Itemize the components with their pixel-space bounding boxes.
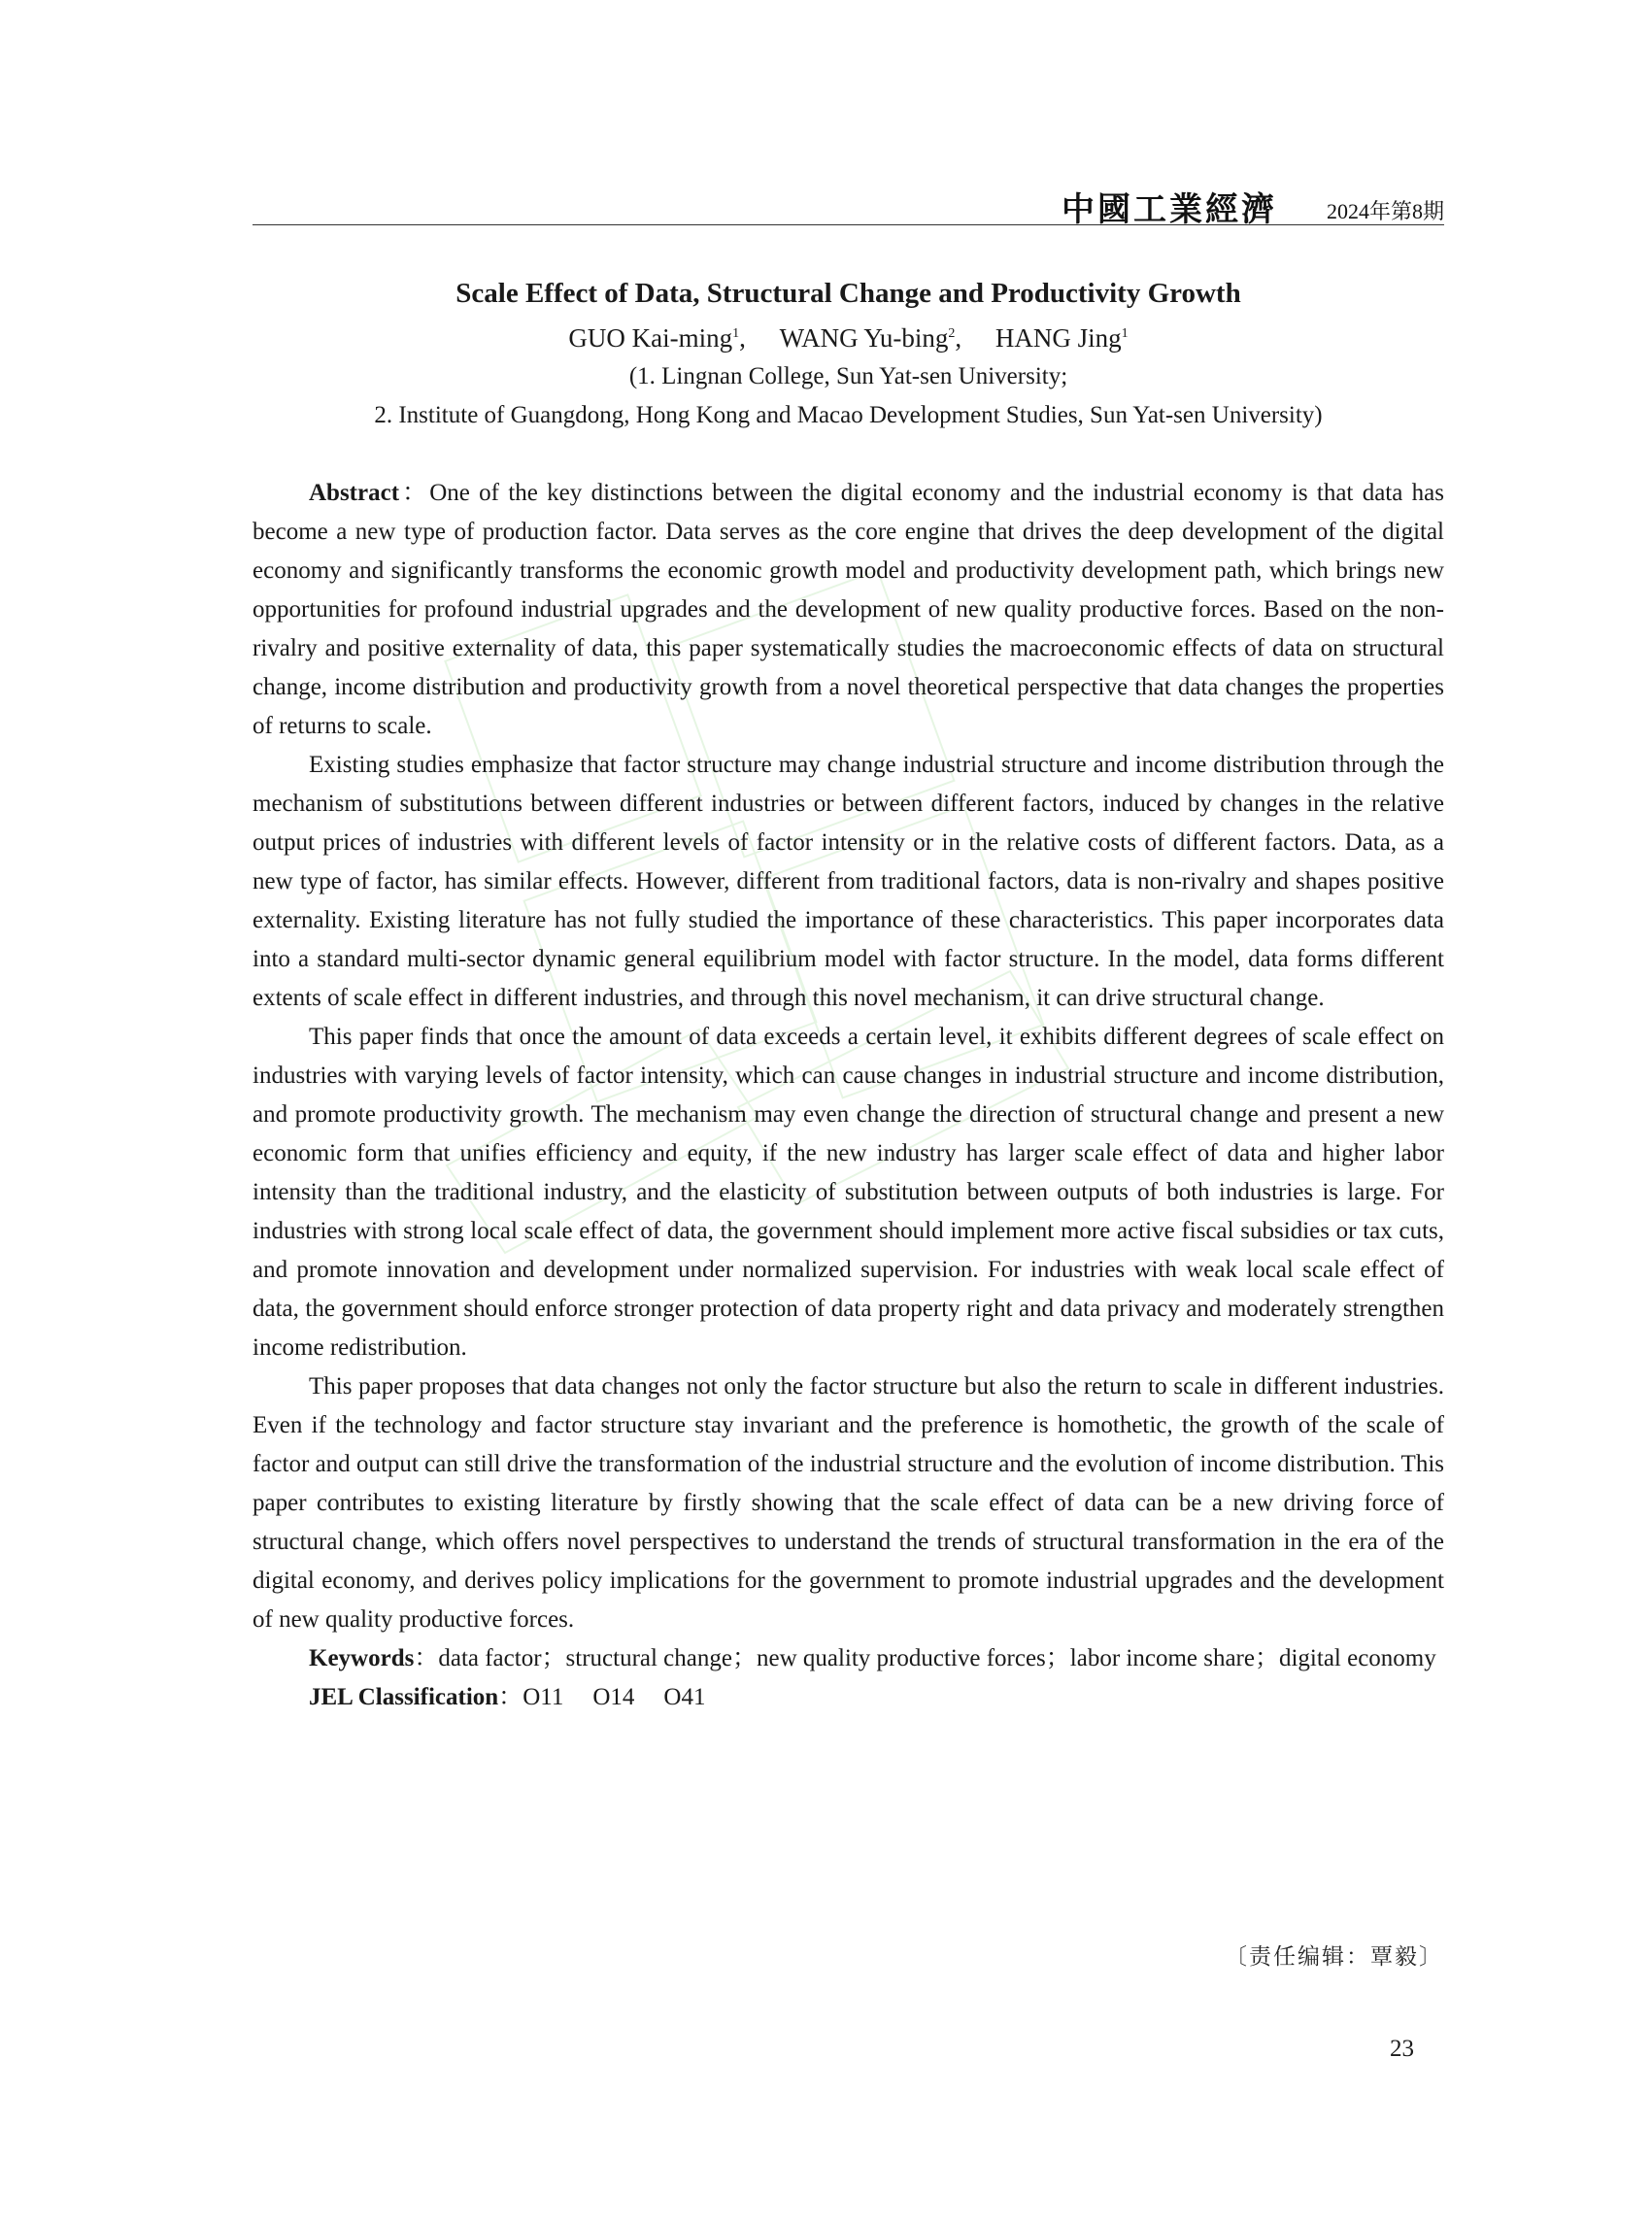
abstract-paragraph: This paper finds that once the amount of data exceeds a certain level, it exhibits different degrees of scale effect on industries with varying levels of factor intensity, which can cause changes in industrial structure and income distribution, and promote productivity growth. The mechanism may even change the direction of structural change and present a new economic form that unifies efficiency and equity, if the new industry has larger scale effect of data and higher labor intensity than the traditional industry, and the elasticity of substitution between outputs of both industries is large. For industries with strong local scale effect of data, the government should implement more active fiscal subsidies or tax cuts, and promote innovation and development under normalized supervision. For industries with weak local scale effect of data, the government should enforce stronger protection of data property right and data privacy and moderately strengthen income redistribution. xyxy=(253,1024,1444,1361)
abstract-label: Abstract xyxy=(309,480,400,506)
page-number: 23 xyxy=(1390,2036,1414,2062)
author-list xyxy=(253,315,1444,357)
issue-label: 2024年第8期 xyxy=(1326,199,1444,223)
keywords-text: data factor；structural change；new quality productive forces；labor income share；digital economy xyxy=(438,1645,1436,1671)
jel-code: O41 xyxy=(663,1684,706,1710)
abstract-paragraph: Abstract：One of the key distinctions between the digital economy and the industrial economy is that data has become a new type of production factor. Data serves as the core engine that drives the deep development of the digital economy and significantly transforms the economic growth model and productivity development path, which brings new opportunities for profound industrial upgrades and the development of new quality productive forces. Based on the non-rivalry and positive externality of data, this paper systematically studies the macroeconomic effects of data on structural change, income distribution and productivity growth from a novel theoretical perspective that data changes the properties of returns to scale. xyxy=(253,480,1444,739)
jel-line: JEL Classification：O11 O14 O41 xyxy=(309,1684,706,1710)
affiliation-2: 2. Institute of Guangdong, Hong Kong and Macao Development Studies, Sun Yat-sen University) xyxy=(374,402,1323,428)
running-header xyxy=(253,183,1444,229)
abstract-paragraph: This paper proposes that data changes not only the factor structure but also the return to scale in different industries. Even if the technology and factor structure stay invariant and the preference is homothetic, the growth of the scale of factor and output can still drive the transformation of the industrial structure and the evolution of income distribution. This paper contributes to existing literature by firstly showing that the scale effect of data can be a new driving force of structural change, which offers novel perspectives to understand the trends of structural transformation in the era of the digital economy, and derives policy implications for the government to promote industrial upgrades and the development of new quality productive forces. xyxy=(253,1373,1444,1633)
jel-code: O11 xyxy=(523,1684,564,1710)
editor-note: 〔责任编辑：覃毅〕 xyxy=(1225,1944,1443,1970)
abstract-body xyxy=(253,474,1444,1717)
author: GUO Kai-ming$^1$, xyxy=(568,323,746,353)
title-block xyxy=(253,274,1444,435)
author: HANG Jing$^1$ xyxy=(995,323,1129,353)
journal-name: 中國工業經濟 xyxy=(1062,190,1277,229)
affiliation-1: (1. Lingnan College, Sun Yat-sen University; xyxy=(628,363,1068,389)
keywords-line: Keywords：data factor；structural change；new quality productive forces；labor income share；digital economy xyxy=(309,1645,1436,1671)
jel-code: O14 xyxy=(592,1684,635,1710)
jel-label: JEL Classification xyxy=(309,1684,499,1710)
keywords-label: Keywords xyxy=(309,1645,415,1671)
article-title: Scale Effect of Data, Structural Change and Productivity Growth xyxy=(455,278,1241,309)
header-rule xyxy=(253,224,1444,225)
author: WANG Yu-bing$^2$, xyxy=(779,323,962,353)
abstract-paragraph: Existing studies emphasize that factor structure may change industrial structure and income distribution through the mechanism of substitutions between different industries or between different factors, induced by changes in the relative output prices of industries with different levels of factor intensity or in the relative costs of different factors. Data, as a new type of factor, has similar effects. However, different from traditional factors, data is non-rivalry and shapes positive externality. Existing literature has not fully studied the importance of these characteristics. This paper incorporates data into a standard multi-sector dynamic general equilibrium model with factor structure. In the model, data forms different extents of scale effect in different industries, and through this novel mechanism, it can drive structural change. xyxy=(253,752,1444,1011)
